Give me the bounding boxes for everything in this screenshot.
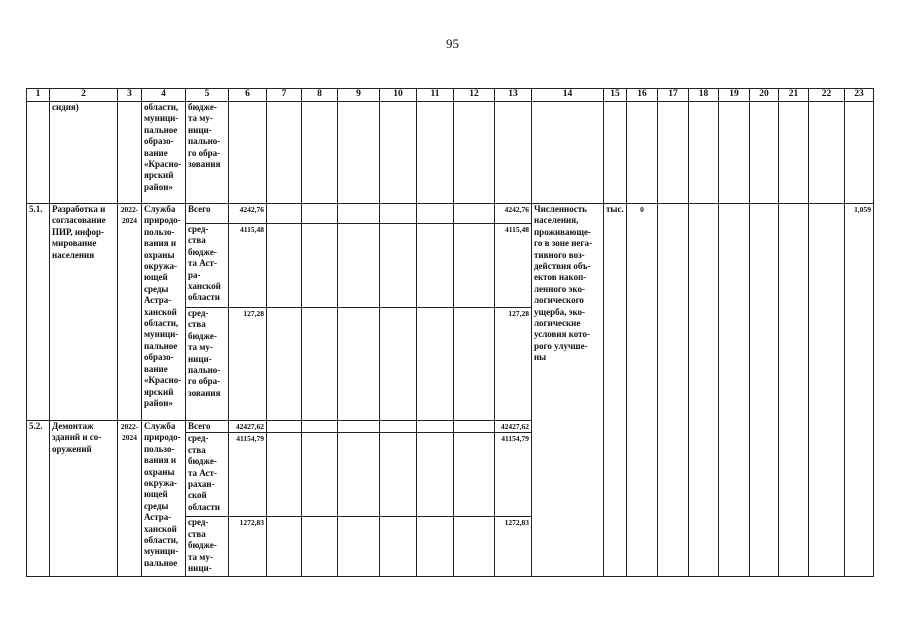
- executor: Служба природо- пользо- вания и охраны окружа- ющей среды Астра- ханской области, муници- пальное: [142, 421, 186, 577]
- header-cell: 3: [118, 89, 142, 102]
- executor: Служба природо- пользо- вания и охраны окружа- ющей среды Астра- ханской области, муници- пальное образо- вание «Красно- ярский район»: [142, 204, 186, 421]
- header-cell: 2: [50, 89, 118, 102]
- table-row: [27, 102, 874, 204]
- indicator-name: Численность населения, проживающе- го в зоне нега- тивного воз- действия объ- ектов накоп- ленного эко- логического ущерба, эко- логические условия кото- рого улучше- ны: [532, 204, 604, 577]
- amount-2024: 42427,62: [495, 421, 532, 433]
- header-cell: 21: [779, 89, 809, 102]
- header-cell: 14: [532, 89, 604, 102]
- header-cell: 23: [845, 89, 874, 102]
- header-row: [27, 89, 874, 102]
- header-cell: 12: [454, 89, 495, 102]
- funding-source: бюдже- та му- ници- пально- го обра- зования: [186, 102, 229, 204]
- amount-2024: 4115,48: [495, 224, 532, 308]
- header-cell: 22: [809, 89, 845, 102]
- amount-total: 41154,79: [229, 433, 267, 517]
- header-cell: 15: [604, 89, 627, 102]
- funding-source: Всего: [186, 204, 229, 224]
- measure-name: сидия): [50, 102, 118, 204]
- page-number: 95: [446, 36, 459, 51]
- measure-name: Разработка и согласование ПИР, инфор- мирование населения: [50, 204, 118, 421]
- header-cell: 20: [750, 89, 779, 102]
- amount-total: 127,28: [229, 308, 267, 421]
- header-cell: 17: [658, 89, 689, 102]
- amount-2024: 4242,76: [495, 204, 532, 224]
- funding-source: сред- ства бюдже- та му- ници- пально- го обра- зования: [186, 308, 229, 421]
- funding-source: сред- ства бюдже- та Аст- ра- ханской области: [186, 224, 229, 308]
- header-cell: 19: [719, 89, 750, 102]
- header-cell: 16: [627, 89, 658, 102]
- header-cell: 13: [495, 89, 532, 102]
- header-cell: 7: [267, 89, 302, 102]
- indicator-base: 0: [627, 204, 658, 577]
- amount-total: 4115,48: [229, 224, 267, 308]
- period: 2022- 2024: [118, 204, 142, 421]
- funding-source: сред- ства бюдже- та Аст- рахан- ской области: [186, 433, 229, 517]
- header-cell: 9: [338, 89, 380, 102]
- header-cell: 10: [380, 89, 417, 102]
- funding-source: Всего: [186, 421, 229, 433]
- amount-total: 42427,62: [229, 421, 267, 433]
- funding-source: сред- ства бюдже- та му- ници-: [186, 517, 229, 577]
- header-cell: 6: [229, 89, 267, 102]
- header-cell: 4: [142, 89, 186, 102]
- amount-2024: 127,28: [495, 308, 532, 421]
- measure-name: Демонтаж зданий и со- оружений: [50, 421, 118, 577]
- indicator-value: 1,059: [845, 204, 874, 577]
- table-row: [27, 204, 874, 224]
- header-cell: 11: [417, 89, 454, 102]
- period: 2022- 2024: [118, 421, 142, 577]
- header-cell: 1: [27, 89, 50, 102]
- budget-table: [26, 88, 874, 577]
- amount-2024: 41154,79: [495, 433, 532, 517]
- indicator-unit: тыс.: [604, 204, 627, 577]
- row-number: 5.2.: [27, 421, 50, 577]
- header-cell: 5: [186, 89, 229, 102]
- amount-total: 1272,83: [229, 517, 267, 577]
- header-cell: 8: [302, 89, 338, 102]
- row-number: 5.1.: [27, 204, 50, 421]
- amount-total: 4242,76: [229, 204, 267, 224]
- amount-2024: 1272,83: [495, 517, 532, 577]
- executor: области, муници- пальное образо- вание «Красно- ярский район»: [142, 102, 186, 204]
- header-cell: 18: [689, 89, 719, 102]
